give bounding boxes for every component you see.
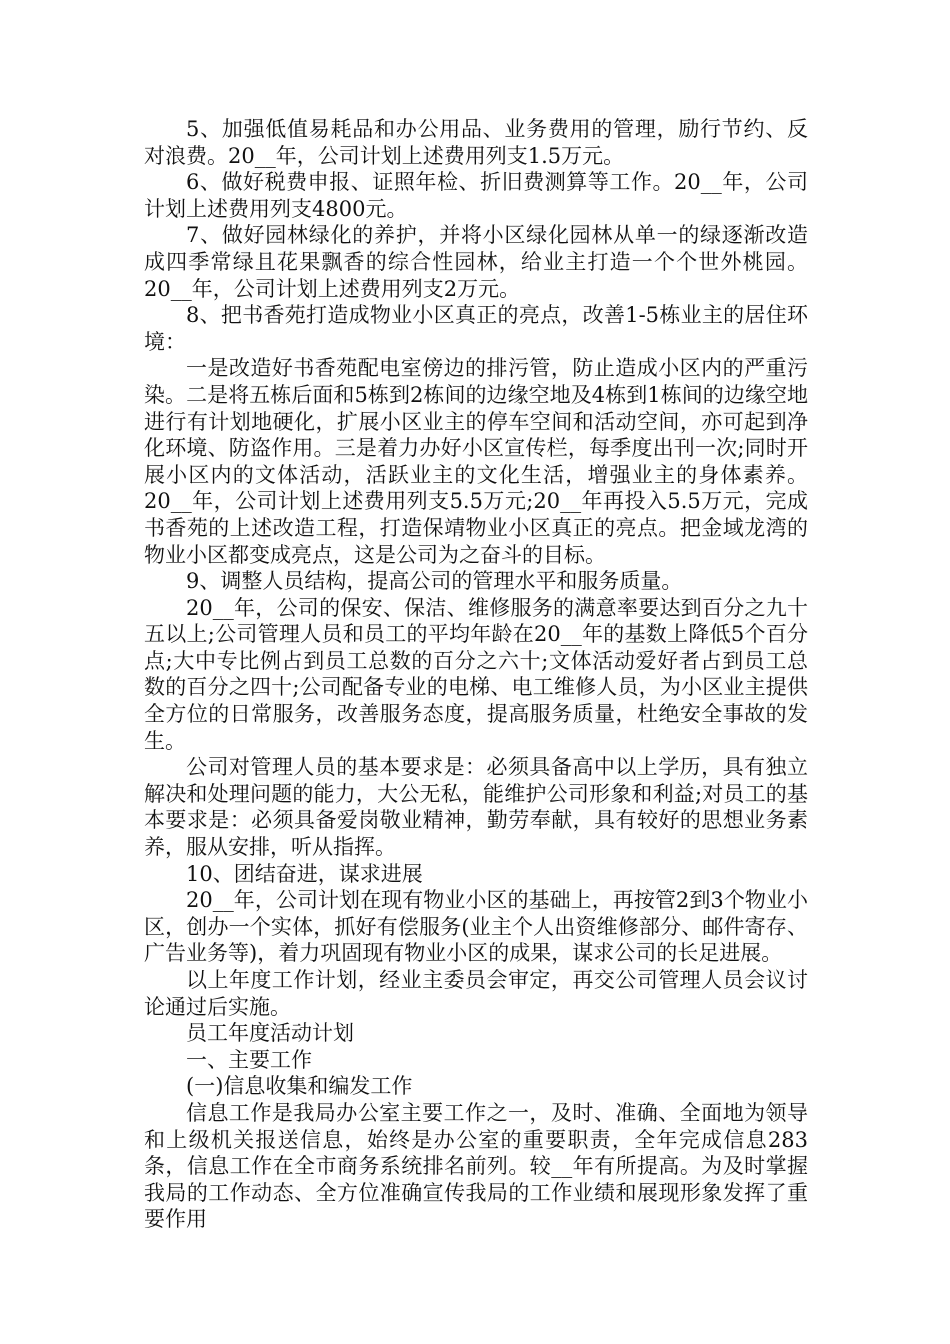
subheading-main-work: 一、主要工作 [186, 1047, 312, 1072]
document-body [144, 116, 808, 1233]
paragraph-staff-requirements: 公司对管理人员的基本要求是：必须具备高中以上学历，具有独立解决和处理问题的能力，大公无私，能维护公司形象和利益;对员工的基本要求是：必须具备爱岗敬业精神，勤劳奉献，具有较好的思想业务素养，服从安排，听从指挥。 [144, 755, 808, 860]
paragraph-item-5: 5、加强低值易耗品和办公用品、业务费用的管理，励行节约、反对浪费。20__年，公司计划上述费用列支1.5万元。 [144, 117, 808, 168]
paragraph-item-7: 7、做好园林绿化的养护，并将小区绿化园林从单一的绿逐渐改造成四季常绿且花果飘香的综合性园林，给业主打造一个个世外桃园。20__年，公司计划上述费用列支2万元。 [144, 223, 808, 301]
paragraph-item-10-detail: 20__年，公司计划在现有物业小区的基础上，再按管2到3个物业小区，创办一个实体，抓好有偿服务(业主个人出资维修部分、邮件寄存、广告业务等)，着力巩固现有物业小区的成果，谋求公司的长足进展。 [144, 888, 808, 966]
paragraph-information-work: 信息工作是我局办公室主要工作之一，及时、准确、全面地为领导和上级机关报送信息，始终是办公室的重要职责，全年完成信息283条，信息工作在全市商务系统排名前列。较__年有所提高。为及时掌握我局的工作动态、全方位准确宣传我局的工作业绩和展现形象发挥了重要作用 [144, 1100, 808, 1232]
paragraph-item-8: 8、把书香苑打造成物业小区真正的亮点，改善1-5栋业主的居住环境： [144, 303, 808, 354]
subheading-information: (一)信息收集和编发工作 [186, 1074, 413, 1099]
paragraph-item-6: 6、做好税费申报、证照年检、折旧费测算等工作。20__年，公司计划上述费用列支4800元。 [144, 170, 808, 221]
paragraph-item-9: 9、调整人员结构，提高公司的管理水平和服务质量。 [186, 569, 683, 594]
paragraph-item-9-detail: 20__年，公司的保安、保洁、维修服务的满意率要达到百分之九十五以上;公司管理人员和员工的平均年龄在20__年的基数上降低5个百分点;大中专比例占到员工总数的百分之六十;文体活动爱好者占到员工总数的百分之四十;公司配备专业的电梯、电工维修人员，为小区业主提供全方位的日常服务，改善服务态度，提高服务质量，杜绝安全事故的发生。 [144, 595, 808, 753]
paragraph-approval-note: 以上年度工作计划，经业主委员会审定，再交公司管理人员会议讨论通过后实施。 [144, 968, 808, 1019]
section-heading: 员工年度活动计划 [186, 1021, 354, 1046]
paragraph-item-8-detail: 一是改造好书香苑配电室傍边的排污管，防止造成小区内的严重污染。二是将五栋后面和5栋到2栋间的边缘空地及4栋到1栋间的边缘空地进行有计划地硬化，扩展小区业主的停车空间和活动空间，亦可起到净化环境、防盗作用。三是着力办好小区宣传栏，每季度出刊一次;同时开展小区内的文体活动，活跃业主的文化生活，增强业主的身体素养。20__年，公司计划上述费用列支5.5万元;20__年再投入5.5万元，完成书香苑的上述改造工程，打造保靖物业小区真正的亮点。把金域龙湾的物业小区都变成亮点，这是公司为之奋斗的目标。 [144, 356, 808, 567]
paragraph-item-10: 10、团结奋进，谋求进展 [186, 861, 423, 886]
